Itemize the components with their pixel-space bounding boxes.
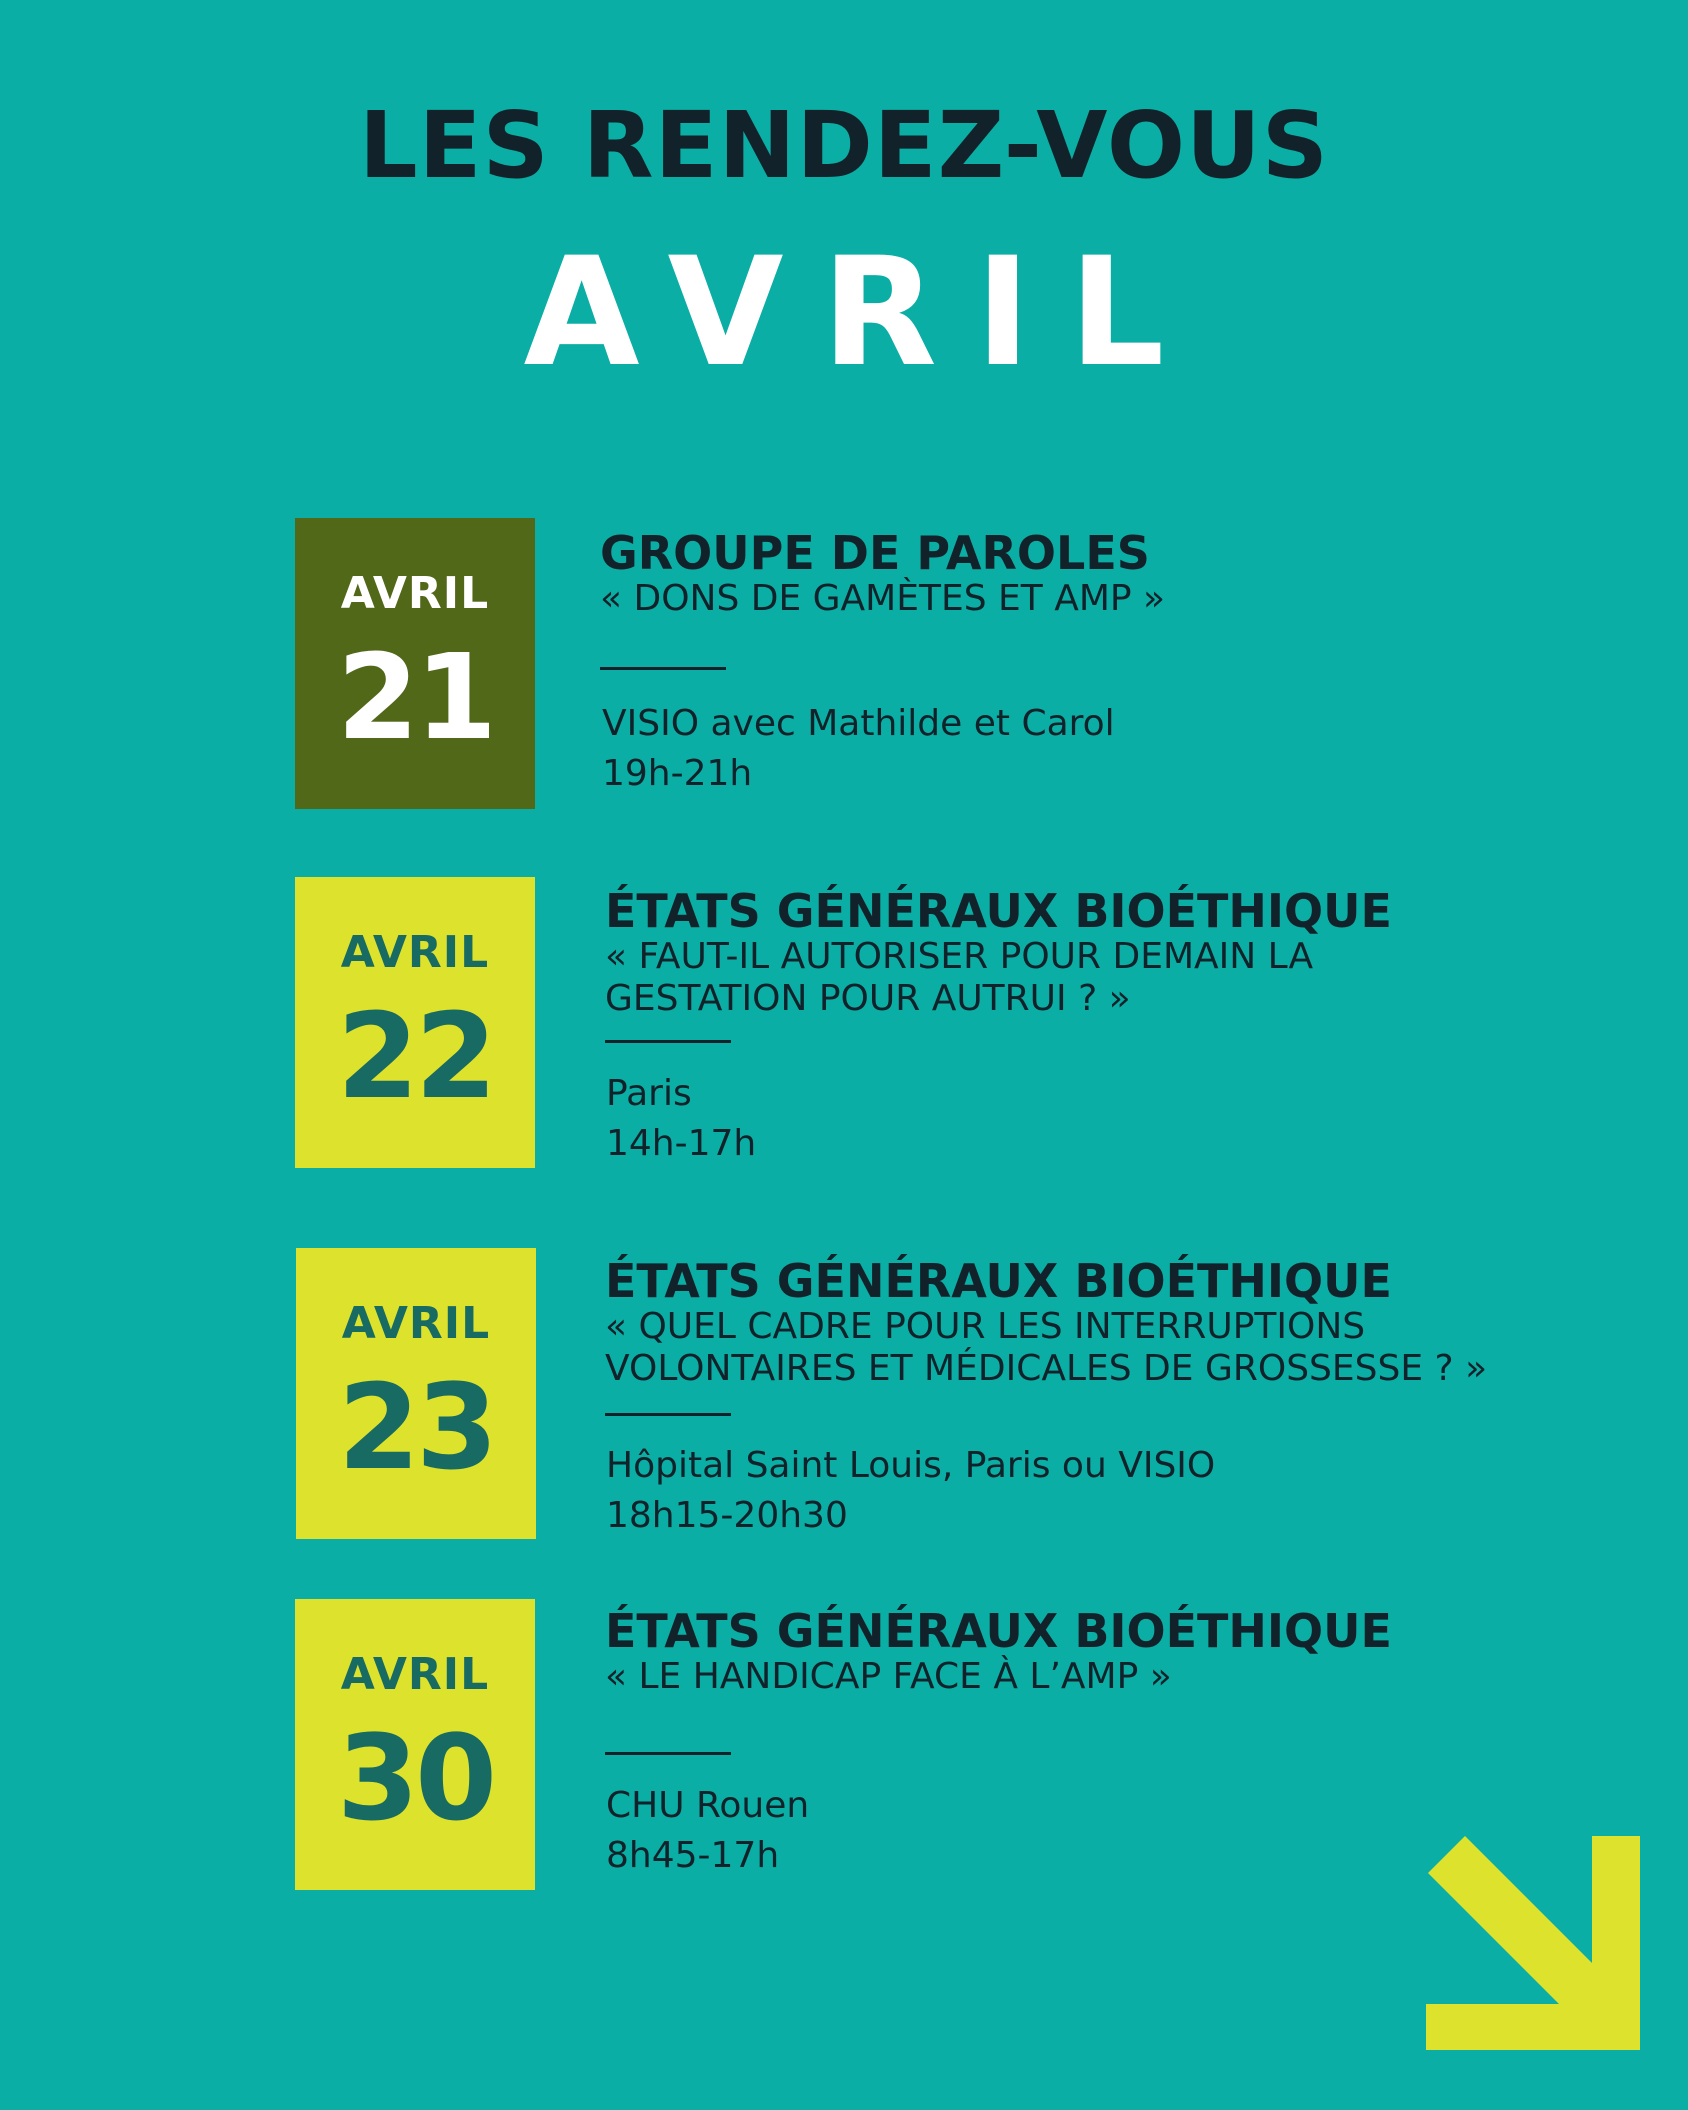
date-badge-day: 21	[336, 627, 494, 766]
date-badge-month: AVRIL	[340, 926, 490, 978]
date-badge-day: 30	[336, 1708, 494, 1847]
event-location: CHU Rouen	[606, 1785, 810, 1826]
event-title: GROUPE DE PAROLES	[600, 526, 1150, 580]
event-title: ÉTATS GÉNÉRAUX BIOÉTHIQUE	[605, 1254, 1392, 1308]
date-badge-month: AVRIL	[340, 1648, 490, 1700]
date-badge-day: 22	[336, 986, 494, 1125]
arrow-down-right-icon	[1420, 1836, 1640, 2056]
event-location: Paris	[606, 1073, 692, 1114]
event-details-22	[605, 884, 1645, 1020]
event-subtitle: « FAUT-IL AUTORISER POUR DEMAIN LA GESTATION POUR AUTRUI ? »	[605, 936, 1314, 1019]
event-time: 8h45-17h	[606, 1835, 780, 1876]
event-details-21	[600, 526, 1640, 620]
date-badge-22	[295, 877, 535, 1168]
event-time: 19h-21h	[602, 753, 753, 794]
event-subtitle: « LE HANDICAP FACE À L’AMP »	[605, 1656, 1172, 1697]
date-badge-21	[295, 518, 535, 809]
event-location: VISIO avec Mathilde et Carol	[602, 703, 1115, 744]
event-divider	[605, 1040, 731, 1043]
event-title: ÉTATS GÉNÉRAUX BIOÉTHIQUE	[605, 884, 1392, 938]
date-badge-day: 23	[337, 1357, 495, 1496]
event-time: 14h-17h	[606, 1123, 757, 1164]
date-badge-23	[296, 1248, 536, 1539]
page-title: LES RENDEZ-VOUS	[359, 92, 1329, 199]
event-subtitle: « QUEL CADRE POUR LES INTERRUPTIONS VOLONTAIRES ET MÉDICALES DE GROSSESSE ? »	[605, 1306, 1488, 1389]
event-divider	[600, 667, 726, 670]
event-time: 18h15-20h30	[606, 1495, 848, 1536]
event-title: ÉTATS GÉNÉRAUX BIOÉTHIQUE	[605, 1604, 1392, 1658]
event-divider	[605, 1413, 731, 1416]
event-location: Hôpital Saint Louis, Paris ou VISIO	[606, 1445, 1216, 1486]
event-details-23	[605, 1254, 1645, 1390]
date-badge-month: AVRIL	[340, 567, 490, 619]
event-divider	[605, 1752, 731, 1755]
event-details-30	[605, 1604, 1645, 1698]
date-badge-30	[295, 1599, 535, 1890]
date-badge-month: AVRIL	[341, 1297, 491, 1349]
event-subtitle: « DONS DE GAMÈTES ET AMP »	[600, 578, 1166, 619]
month-heading: AVRIL	[523, 226, 1203, 400]
